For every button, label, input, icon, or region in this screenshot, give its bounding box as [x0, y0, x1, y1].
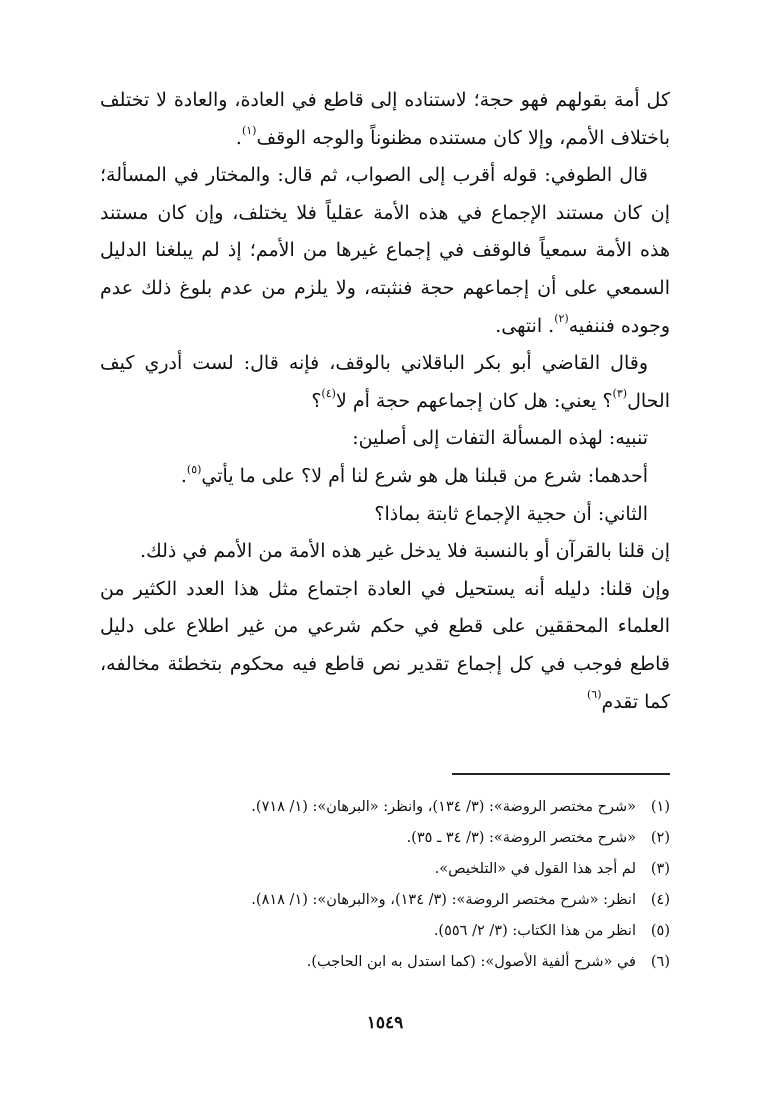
paragraph-4: [100, 420, 670, 458]
footnote-ref: (٣): [612, 387, 628, 401]
paragraph-tail: .: [235, 126, 242, 149]
paragraph-text: الثاني: أن حجية الإجماع ثابتة بماذا؟: [374, 502, 648, 525]
footnote-item: [120, 885, 670, 916]
paragraph-text: إن قلنا بالقرآن أو بالنسبة فلا يدخل غير هذه الأمة من الأمم في ذلك.: [140, 540, 670, 563]
footnote-text: «شرح مختصر الروضة»: (٣/ ١٣٤)، وانظر: «البرهان»: (١/ ٧١٨).: [251, 799, 636, 815]
footnote-item: [120, 792, 670, 823]
paragraph-tail: ؟ يعني: هل كان إجماعهم حجة أم لا: [335, 389, 613, 412]
footnotes: [120, 792, 670, 978]
footnote-text: لم أجد هذا القول في «التلخيص».: [434, 861, 636, 877]
paragraph-text: وإن قلنا: دليله أنه يستحيل في العادة اجتماع مثل هذا العدد الكثير من العلماء المحققين على قطع في حكم شرعي من غير اطلاع على دليل قاطع فوجب في كل إجماع تقدير نص قاطع فيه محكوم بتخطئة مخالفه، كما تقدم: [100, 577, 670, 713]
paragraph-tail: . انتهى.: [495, 314, 555, 337]
paragraph-text: كل أمة بقولهم فهو حجة؛ لاستناده إلى قاطع في العادة، والعادة لا تختلف باختلاف الأمم، وإلا كان مستنده مظنوناً والوجه الوقف: [100, 89, 670, 149]
footnote-number: (٢): [650, 830, 670, 846]
footnote-item: [120, 823, 670, 854]
paragraph-text: وقال القاضي أبو بكر الباقلاني بالوقف، فإنه قال: لست أدري كيف الحال: [100, 352, 670, 412]
paragraph-3: [100, 345, 670, 420]
footnote-item: [120, 916, 670, 947]
paragraph-tail: ؟: [311, 389, 322, 412]
footnote-number: (٥): [650, 923, 670, 939]
paragraph-text: أحدهما: شرع من قبلنا هل هو شرع لنا أم لا؟ على ما يأتي: [201, 464, 648, 487]
paragraph-7: [100, 533, 670, 571]
paragraph-text: تنبيه: لهذه المسألة التفات إلى أصلين:: [352, 427, 648, 450]
footnote-number: (٦): [650, 954, 670, 970]
footnote-number: (٣): [650, 861, 670, 877]
main-text: [100, 82, 670, 721]
paragraph-text: قال الطوفي: قوله أقرب إلى الصواب، ثم قال: والمختار في المسألة؛ إن كان مستند الإجماع في هذه الأمة عقلياً فلا يختلف، وإن كان مستند هذه الأمة سمعياً فالوقف في إجماع غيرها من الأمم؛ إذ لم يبلغنا الدليل السمعي على أن إجماعهم حجة فنثبته، ولا يلزم من عدم بلوغ ذلك عدم وجوده فننفيه: [100, 164, 670, 337]
footnote-ref: (٢): [554, 312, 569, 326]
footnote-text: «شرح مختصر الروضة»: (٣/ ٣٤ ـ ٣٥).: [406, 830, 636, 846]
footnote-ref: (١): [241, 124, 257, 138]
paragraph-8: [100, 571, 670, 721]
paragraph-2: [100, 157, 670, 345]
paragraph-5: [100, 458, 670, 496]
paragraph-6: [100, 496, 670, 534]
paragraph-tail: .: [180, 464, 187, 487]
footnote-ref: (٦): [586, 688, 602, 702]
page-number: ١٥٤٩: [366, 1013, 404, 1033]
footnote-text: انظر: «شرح مختصر الروضة»: (٣/ ١٣٤)، و«البرهان»: (١/ ٨١٨).: [251, 892, 636, 908]
footnote-ref: (٥): [186, 462, 202, 476]
footnote-number: (١): [650, 799, 670, 815]
footnote-divider: [452, 773, 670, 775]
footnote-text: في «شرح ألفية الأصول»: (كما استدل به ابن الحاجب).: [306, 954, 636, 970]
footnote-text: انظر من هذا الكتاب: (٣/ ٢/ ٥٥٦).: [433, 923, 636, 939]
footnote-number: (٤): [650, 892, 670, 908]
paragraph-1: [100, 82, 670, 157]
footnote-item: [120, 947, 670, 978]
footnote-item: [120, 854, 670, 885]
footnote-ref: (٤): [321, 387, 336, 401]
